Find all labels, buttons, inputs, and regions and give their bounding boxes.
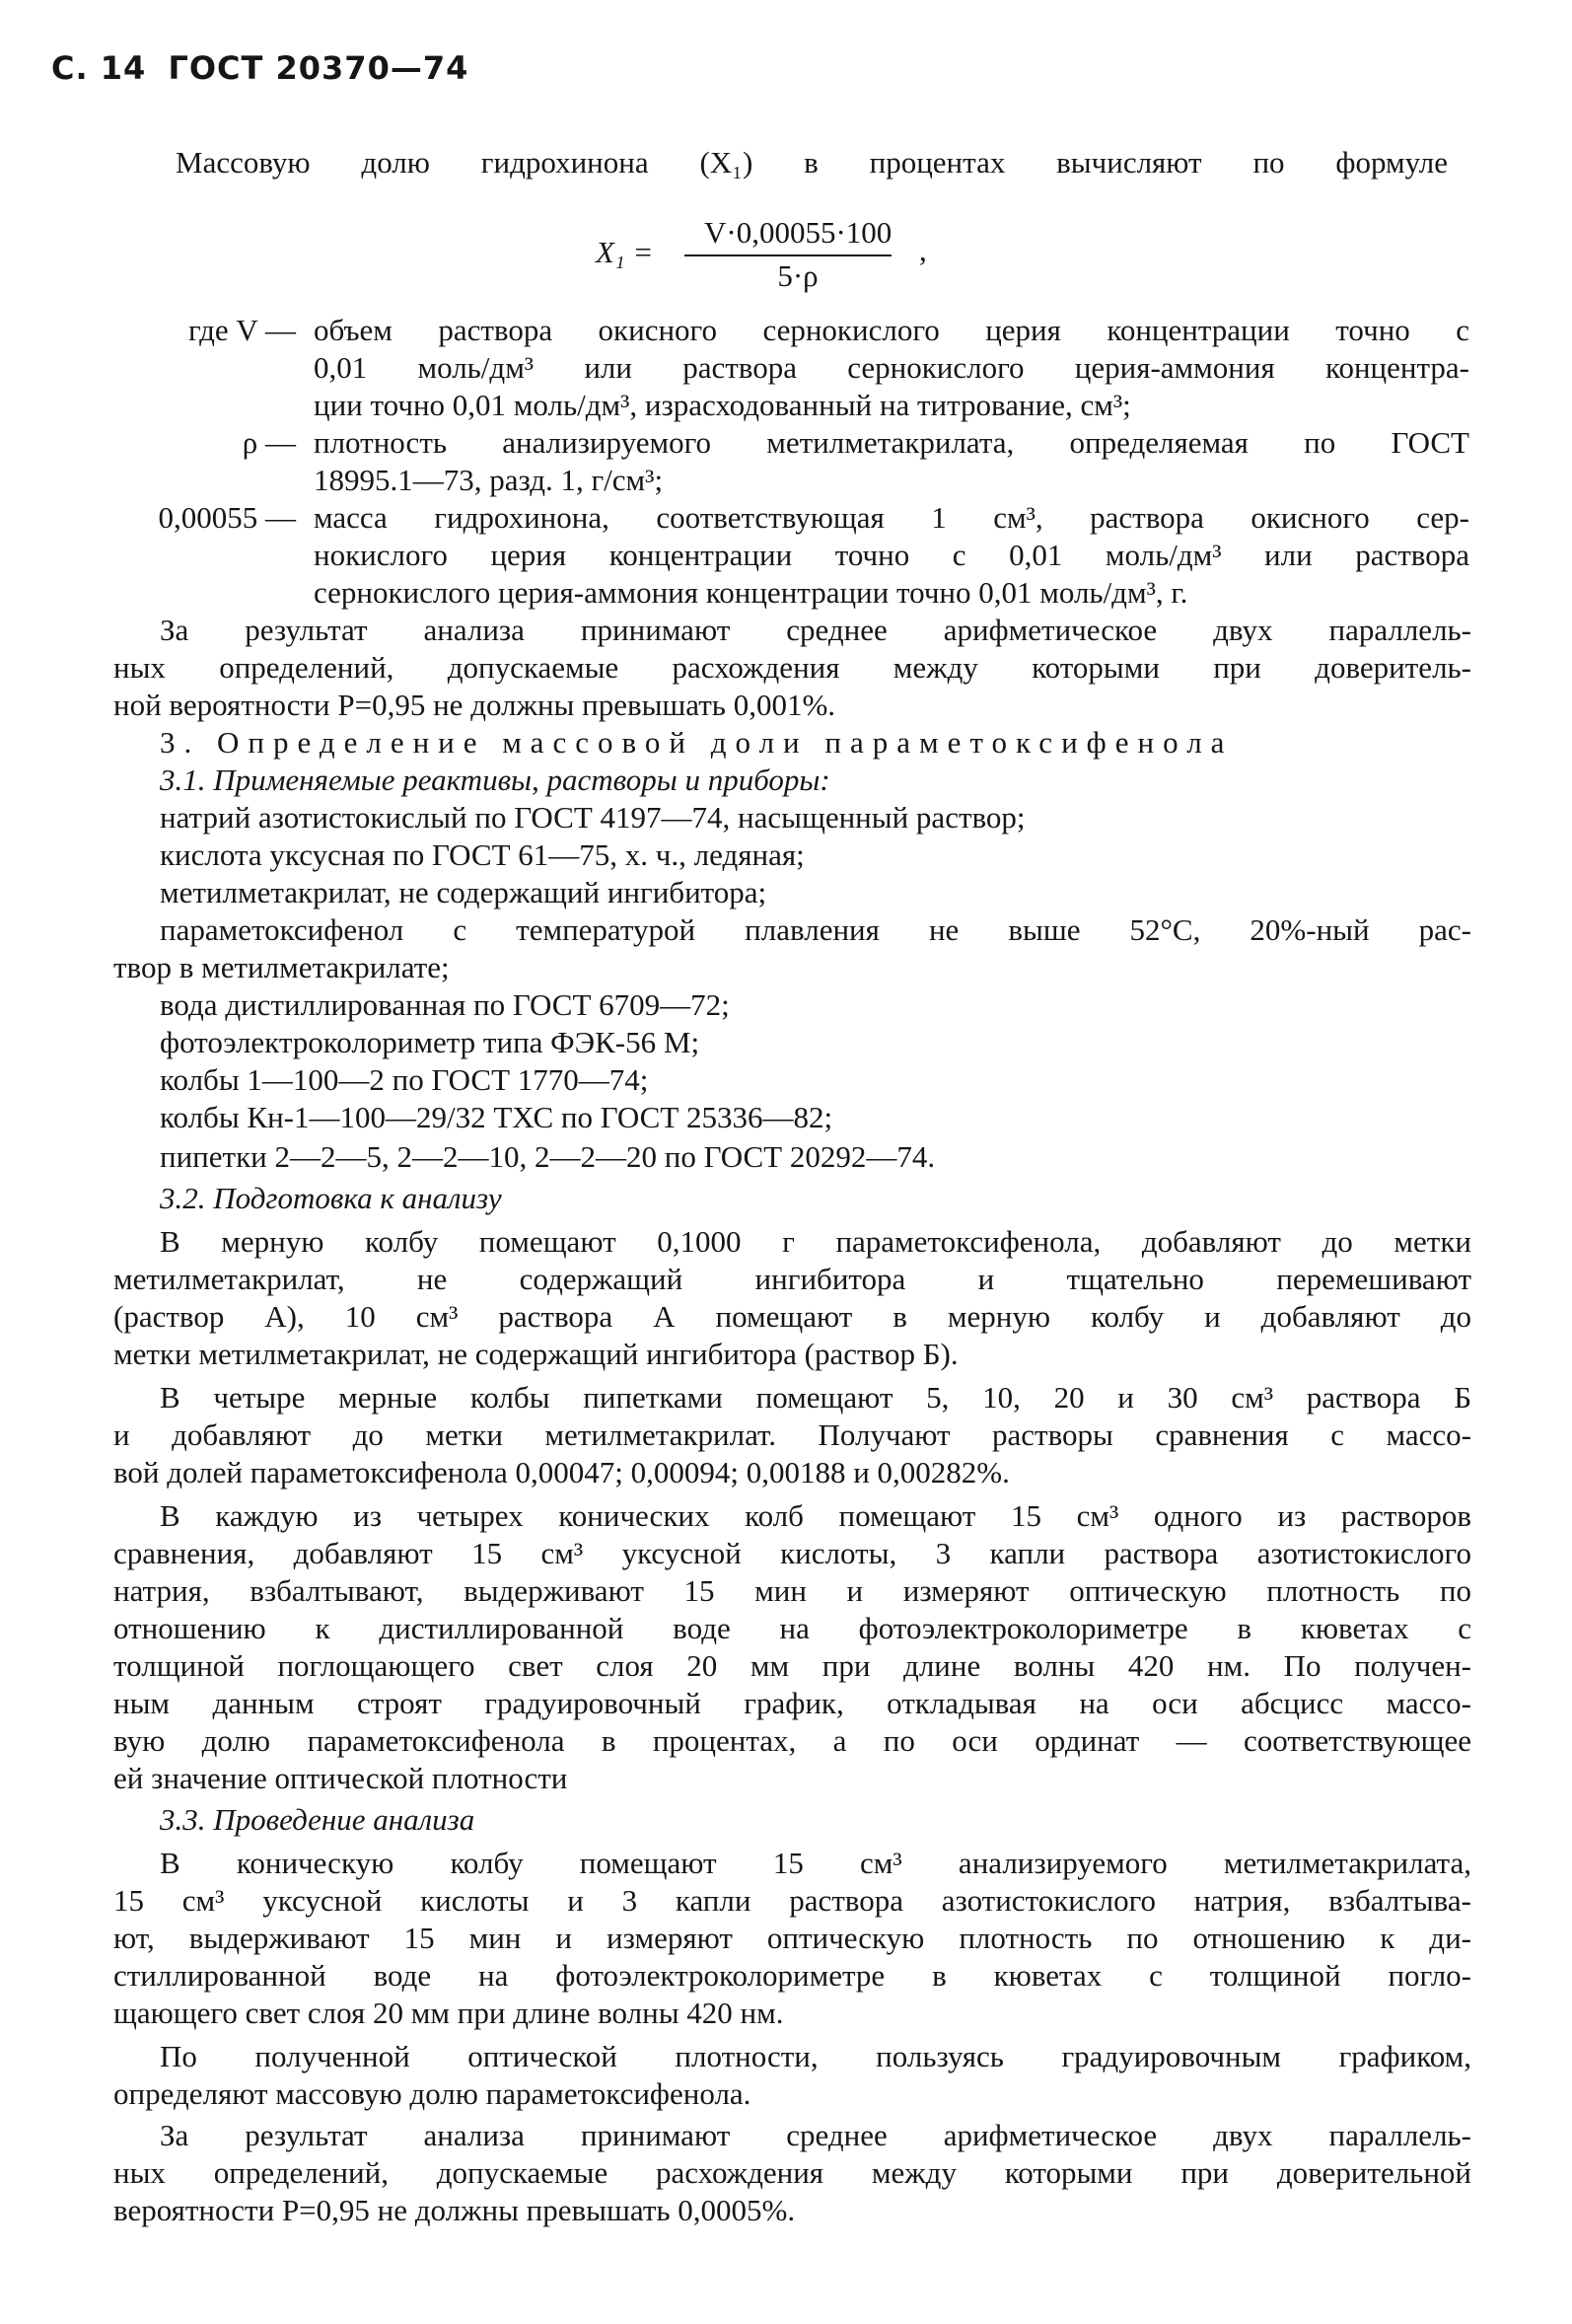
result-paragraph: ной вероятности Р=0,95 не должны превышать 0,001%. (113, 688, 836, 722)
procedure-paragraph: ют, выдерживают 15 мин и измеряют оптическую плотность по отношению к ди- (113, 1921, 1471, 1955)
def-rho-line: плотность анализируемого метилметакрилата, определяемая по ГОСТ (314, 425, 1469, 460)
def-k-label: 0,00055 — (158, 500, 296, 535)
page-number: С. 14 (51, 49, 147, 87)
def-k-line: сернокислого церия-аммония концентрации точно 0,01 моль/дм³, г. (314, 575, 1188, 610)
def-k-line: нокислого церия концентрации точно с 0,01 моль/дм³ или раствора (314, 538, 1469, 572)
prep-paragraph: натрия, взбалтывают, выдерживают 15 мин и измеряют оптическую плотность по (113, 1573, 1471, 1608)
result-paragraph: За результат анализа принимают среднее арифметическое двух параллель- (160, 2118, 1471, 2152)
prep-paragraph: ей значение оптической плотности (113, 1761, 568, 1795)
result-paragraph: ных определений, допускаемые расхождения между которыми при доверительной (113, 2155, 1471, 2190)
reagent-item: метилметакрилат, не содержащий ингибитора; (160, 875, 767, 909)
reagent-item: вода дистиллированная по ГОСТ 6709—72; (160, 987, 730, 1022)
reagent-item: параметоксифенол с температурой плавления не выше 52°С, 20%-ный рас- (160, 912, 1471, 947)
prep-paragraph: В каждую из четырех конических колб помещают 15 см³ одного из растворов (160, 1498, 1471, 1533)
procedure-paragraph: стиллированной воде на фотоэлектроколориметре в кюветах с толщиной погло- (113, 1958, 1471, 1993)
prep-paragraph: ным данным строят градуировочный график, откладывая на оси абсцисс массо- (113, 1686, 1471, 1720)
reagent-item: фотоэлектроколориметр типа ФЭК-56 М; (160, 1025, 700, 1059)
reagent-item: кислота уксусная по ГОСТ 61—75, х. ч., ледяная; (160, 837, 805, 872)
prep-paragraph: В четыре мерные колбы пипетками помещают 5, 10, 20 и 30 см³ раствора Б (160, 1380, 1471, 1415)
formula (596, 215, 970, 294)
prep-paragraph: и добавляют до метки метилметакрилат. Получают растворы сравнения с массо- (113, 1417, 1471, 1452)
reagent-item: пипетки 2—2—5, 2—2—10, 2—2—20 по ГОСТ 20292—74. (160, 1139, 936, 1174)
reagent-item: колбы Кн-1—100—29/32 ТХС по ГОСТ 25336—82; (160, 1100, 833, 1134)
subsection-3-2-title: 3.2. Подготовка к анализу (160, 1181, 502, 1215)
intro-text: Массовую долю гидрохинона (X₁) в процентах вычисляют по формуле (176, 145, 1448, 180)
result-paragraph: За результат анализа принимают среднее арифметическое двух параллель- (160, 613, 1471, 647)
def-v-line: 0,01 моль/дм³ или раствора сернокислого церия-аммония концентра- (314, 350, 1469, 385)
subsection-3-1-title: 3.1. Применяемые реактивы, растворы и приборы: (160, 763, 830, 797)
prep-paragraph: толщиной поглощающего свет слоя 20 мм при длине волны 420 нм. По получен- (113, 1648, 1471, 1683)
reagent-item: натрий азотистокислый по ГОСТ 4197—74, насыщенный раствор; (160, 800, 1026, 835)
prep-paragraph: метки метилметакрилат, не содержащий ингибитора (раствор Б). (113, 1337, 959, 1371)
reagent-item: колбы 1—100—2 по ГОСТ 1770—74; (160, 1062, 649, 1097)
formula-numerator: V·0,00055·100 (704, 215, 893, 250)
formula-denominator: 5·ρ (777, 258, 819, 293)
procedure-paragraph: щающего свет слоя 20 мм при длине волны 420 нм. (113, 1996, 784, 2030)
def-v-label: где V — (187, 313, 296, 347)
formula-comma: , (919, 233, 927, 267)
prep-paragraph: вую долю параметоксифенола в процентах, а по оси ординат — соответствующее (113, 1723, 1471, 1758)
def-v-line: объем раствора окисного сернокислого церия концентрации точно с (314, 313, 1469, 347)
prep-paragraph: отношению к дистиллированной воде на фотоэлектроколориметре в кюветах с (113, 1611, 1471, 1645)
procedure-paragraph: 15 см³ уксусной кислоты и 3 капли раствора азотистокислого натрия, взбалтыва- (113, 1883, 1471, 1918)
page-header (51, 49, 478, 87)
fraction-bar (684, 254, 892, 256)
standard-code: ГОСТ 20370—74 (168, 49, 469, 87)
procedure-paragraph: определяют массовую долю параметоксифенола. (113, 2076, 751, 2111)
result-paragraph: вероятности Р=0,95 не должны превышать 0,0005%. (113, 2193, 796, 2227)
procedure-paragraph: В коническую колбу помещают 15 см³ анализируемого метилметакрилата, (160, 1846, 1471, 1880)
procedure-paragraph: По полученной оптической плотности, пользуясь градуировочным графиком, (160, 2039, 1471, 2073)
def-rho-label: ρ — (242, 425, 296, 460)
reagent-item: твор в метилметакрилате; (113, 950, 450, 984)
def-v-line: ции точно 0,01 моль/дм³, израсходованный на титрование, см³; (314, 388, 1131, 422)
prep-paragraph: метилметакрилат, не содержащий ингибитора и тщательно перемешивают (113, 1262, 1471, 1296)
prep-paragraph: (раствор А), 10 см³ раствора А помещают в мерную колбу и добавляют до (113, 1299, 1471, 1334)
formula-lhs: X₁ = (596, 235, 654, 269)
prep-paragraph: В мерную колбу помещают 0,1000 г параметоксифенола, добавляют до метки (160, 1224, 1471, 1259)
def-rho-line: 18995.1—73, разд. 1, г/см³; (314, 463, 664, 497)
result-paragraph: ных определений, допускаемые расхождения между которыми при доверитель- (113, 650, 1471, 685)
section-3-title: 3. Определение массовой доли параметоксифенола (160, 725, 1234, 760)
prep-paragraph: вой долей параметоксифенола 0,00047; 0,00094; 0,00188 и 0,00282%. (113, 1455, 1010, 1489)
prep-paragraph: сравнения, добавляют 15 см³ уксусной кислоты, 3 капли раствора азотистокислого (113, 1536, 1471, 1570)
def-k-line: масса гидрохинона, соответствующая 1 см³, раствора окисного сер- (314, 500, 1469, 535)
subsection-3-3-title: 3.3. Проведение анализа (160, 1802, 475, 1837)
